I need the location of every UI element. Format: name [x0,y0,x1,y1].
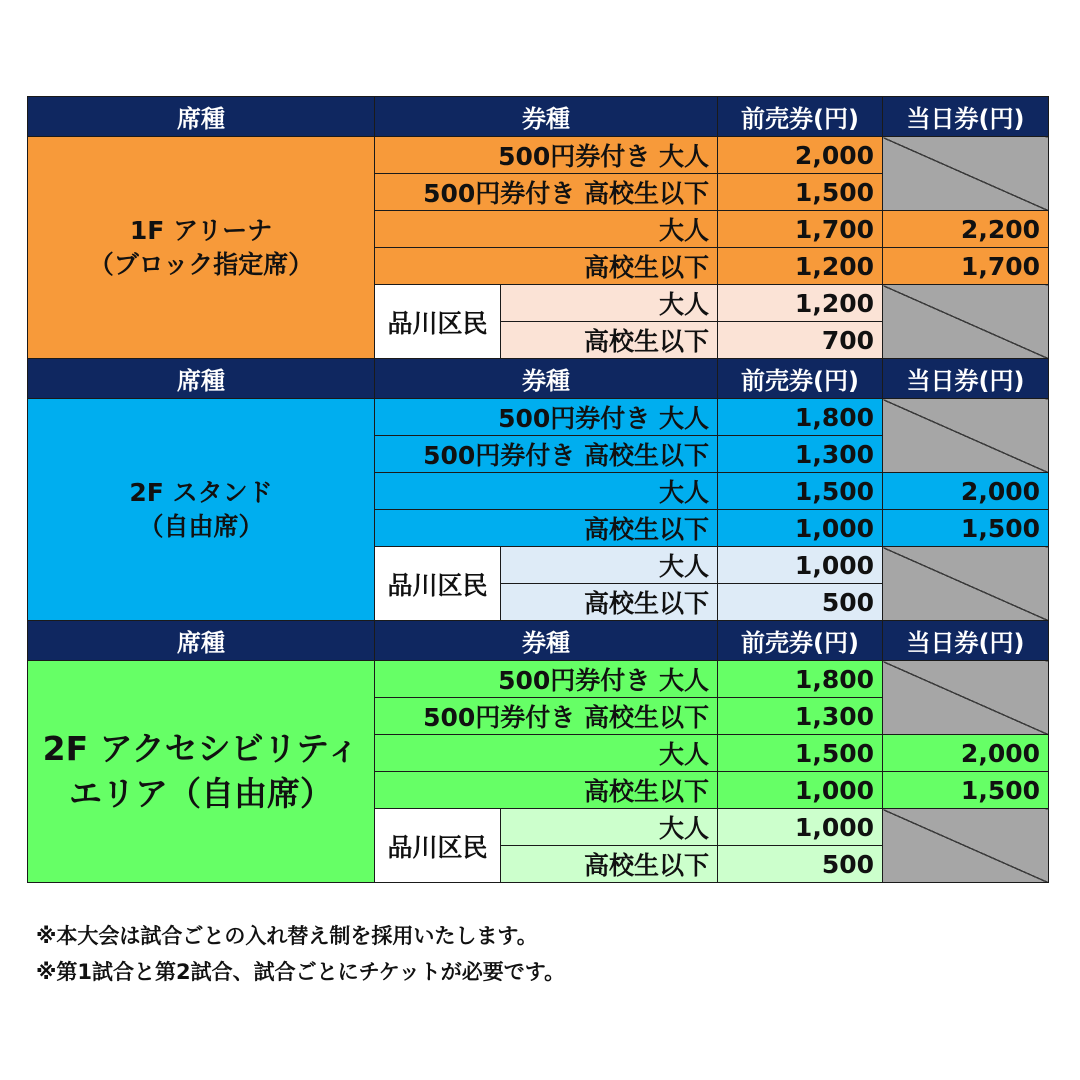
resident-label: 品川区民 [375,809,501,883]
sameday-not-available [883,661,1049,735]
ticket-type: 500円券付き 大人 [375,137,718,174]
seat-category-line: （自由席） [138,511,264,541]
sameday-price: 2,000 [883,735,1049,772]
advance-price: 500 [718,584,883,621]
advance-price: 1,300 [718,698,883,735]
advance-price: 1,000 [718,547,883,584]
sameday-not-available [883,285,1049,359]
resident-label: 品川区民 [375,285,501,359]
advance-price: 1,200 [718,248,883,285]
table-row [28,661,1049,698]
advance-price: 2,000 [718,137,883,174]
header-sameday-price: 当日券(円) [883,97,1049,137]
sameday-not-available [883,809,1049,883]
sameday-price: 2,200 [883,211,1049,248]
note-line: ※第1試合と第2試合、試合ごとにチケットが必要です。 [36,960,566,984]
seat-category-2f-accessibility [28,661,375,883]
advance-price: 1,000 [718,772,883,809]
note-line: ※本大会は試合ごとの入れ替え制を採用いたします。 [36,924,538,948]
sameday-not-available [883,547,1049,621]
advance-price: 1,200 [718,285,883,322]
header-advance-price: 前売券(円) [718,97,883,137]
header-seat: 席種 [28,621,375,661]
table-header-row [28,621,1049,661]
seat-category-line: （ブロック指定席） [88,249,314,279]
ticket-type: 大人 [501,285,718,322]
header-advance-price: 前売券(円) [718,621,883,661]
ticket-type: 500円券付き 高校生以下 [375,436,718,473]
header-sameday-price: 当日券(円) [883,621,1049,661]
sameday-price: 1,500 [883,510,1049,547]
seat-category-line: 2F アクセシビリティ [42,728,360,768]
ticket-type: 大人 [375,735,718,772]
sameday-price: 1,500 [883,772,1049,809]
advance-price: 500 [718,846,883,883]
sameday-not-available [883,137,1049,211]
advance-price: 700 [718,322,883,359]
table-header-row [28,97,1049,137]
seat-category-1f-arena [28,137,375,359]
table-row [28,137,1049,174]
resident-label: 品川区民 [375,547,501,621]
header-sameday-price: 当日券(円) [883,359,1049,399]
ticket-type: 高校生以下 [375,510,718,547]
ticket-type: 500円券付き 大人 [375,661,718,698]
table-row [28,399,1049,436]
ticket-price-table [27,96,1049,883]
advance-price: 1,500 [718,473,883,510]
ticket-type: 高校生以下 [501,322,718,359]
ticket-type: 大人 [501,547,718,584]
header-ticket-type: 券種 [375,621,718,661]
advance-price: 1,000 [718,809,883,846]
ticket-type: 大人 [501,809,718,846]
advance-price: 1,700 [718,211,883,248]
advance-price: 1,300 [718,436,883,473]
table-header-row [28,359,1049,399]
ticket-type: 500円券付き 高校生以下 [375,698,718,735]
ticket-type: 500円券付き 大人 [375,399,718,436]
seat-category-line: 2F スタンド [129,477,273,507]
ticket-type: 高校生以下 [375,248,718,285]
seat-category-line: エリア（自由席） [69,773,333,813]
sameday-not-available [883,399,1049,473]
ticket-type: 高校生以下 [501,846,718,883]
sameday-price: 1,700 [883,248,1049,285]
ticket-type: 大人 [375,473,718,510]
advance-price: 1,000 [718,510,883,547]
seat-category-2f-stand [28,399,375,621]
advance-price: 1,800 [718,661,883,698]
ticket-type: 大人 [375,211,718,248]
ticket-type: 高校生以下 [375,772,718,809]
seat-category-line: 1F アリーナ [129,215,273,245]
advance-price: 1,800 [718,399,883,436]
advance-price: 1,500 [718,174,883,211]
ticket-type: 500円券付き 高校生以下 [375,174,718,211]
header-seat: 席種 [28,97,375,137]
header-ticket-type: 券種 [375,359,718,399]
advance-price: 1,500 [718,735,883,772]
header-ticket-type: 券種 [375,97,718,137]
ticket-type: 高校生以下 [501,584,718,621]
header-advance-price: 前売券(円) [718,359,883,399]
header-seat: 席種 [28,359,375,399]
notes [36,918,565,990]
sameday-price: 2,000 [883,473,1049,510]
